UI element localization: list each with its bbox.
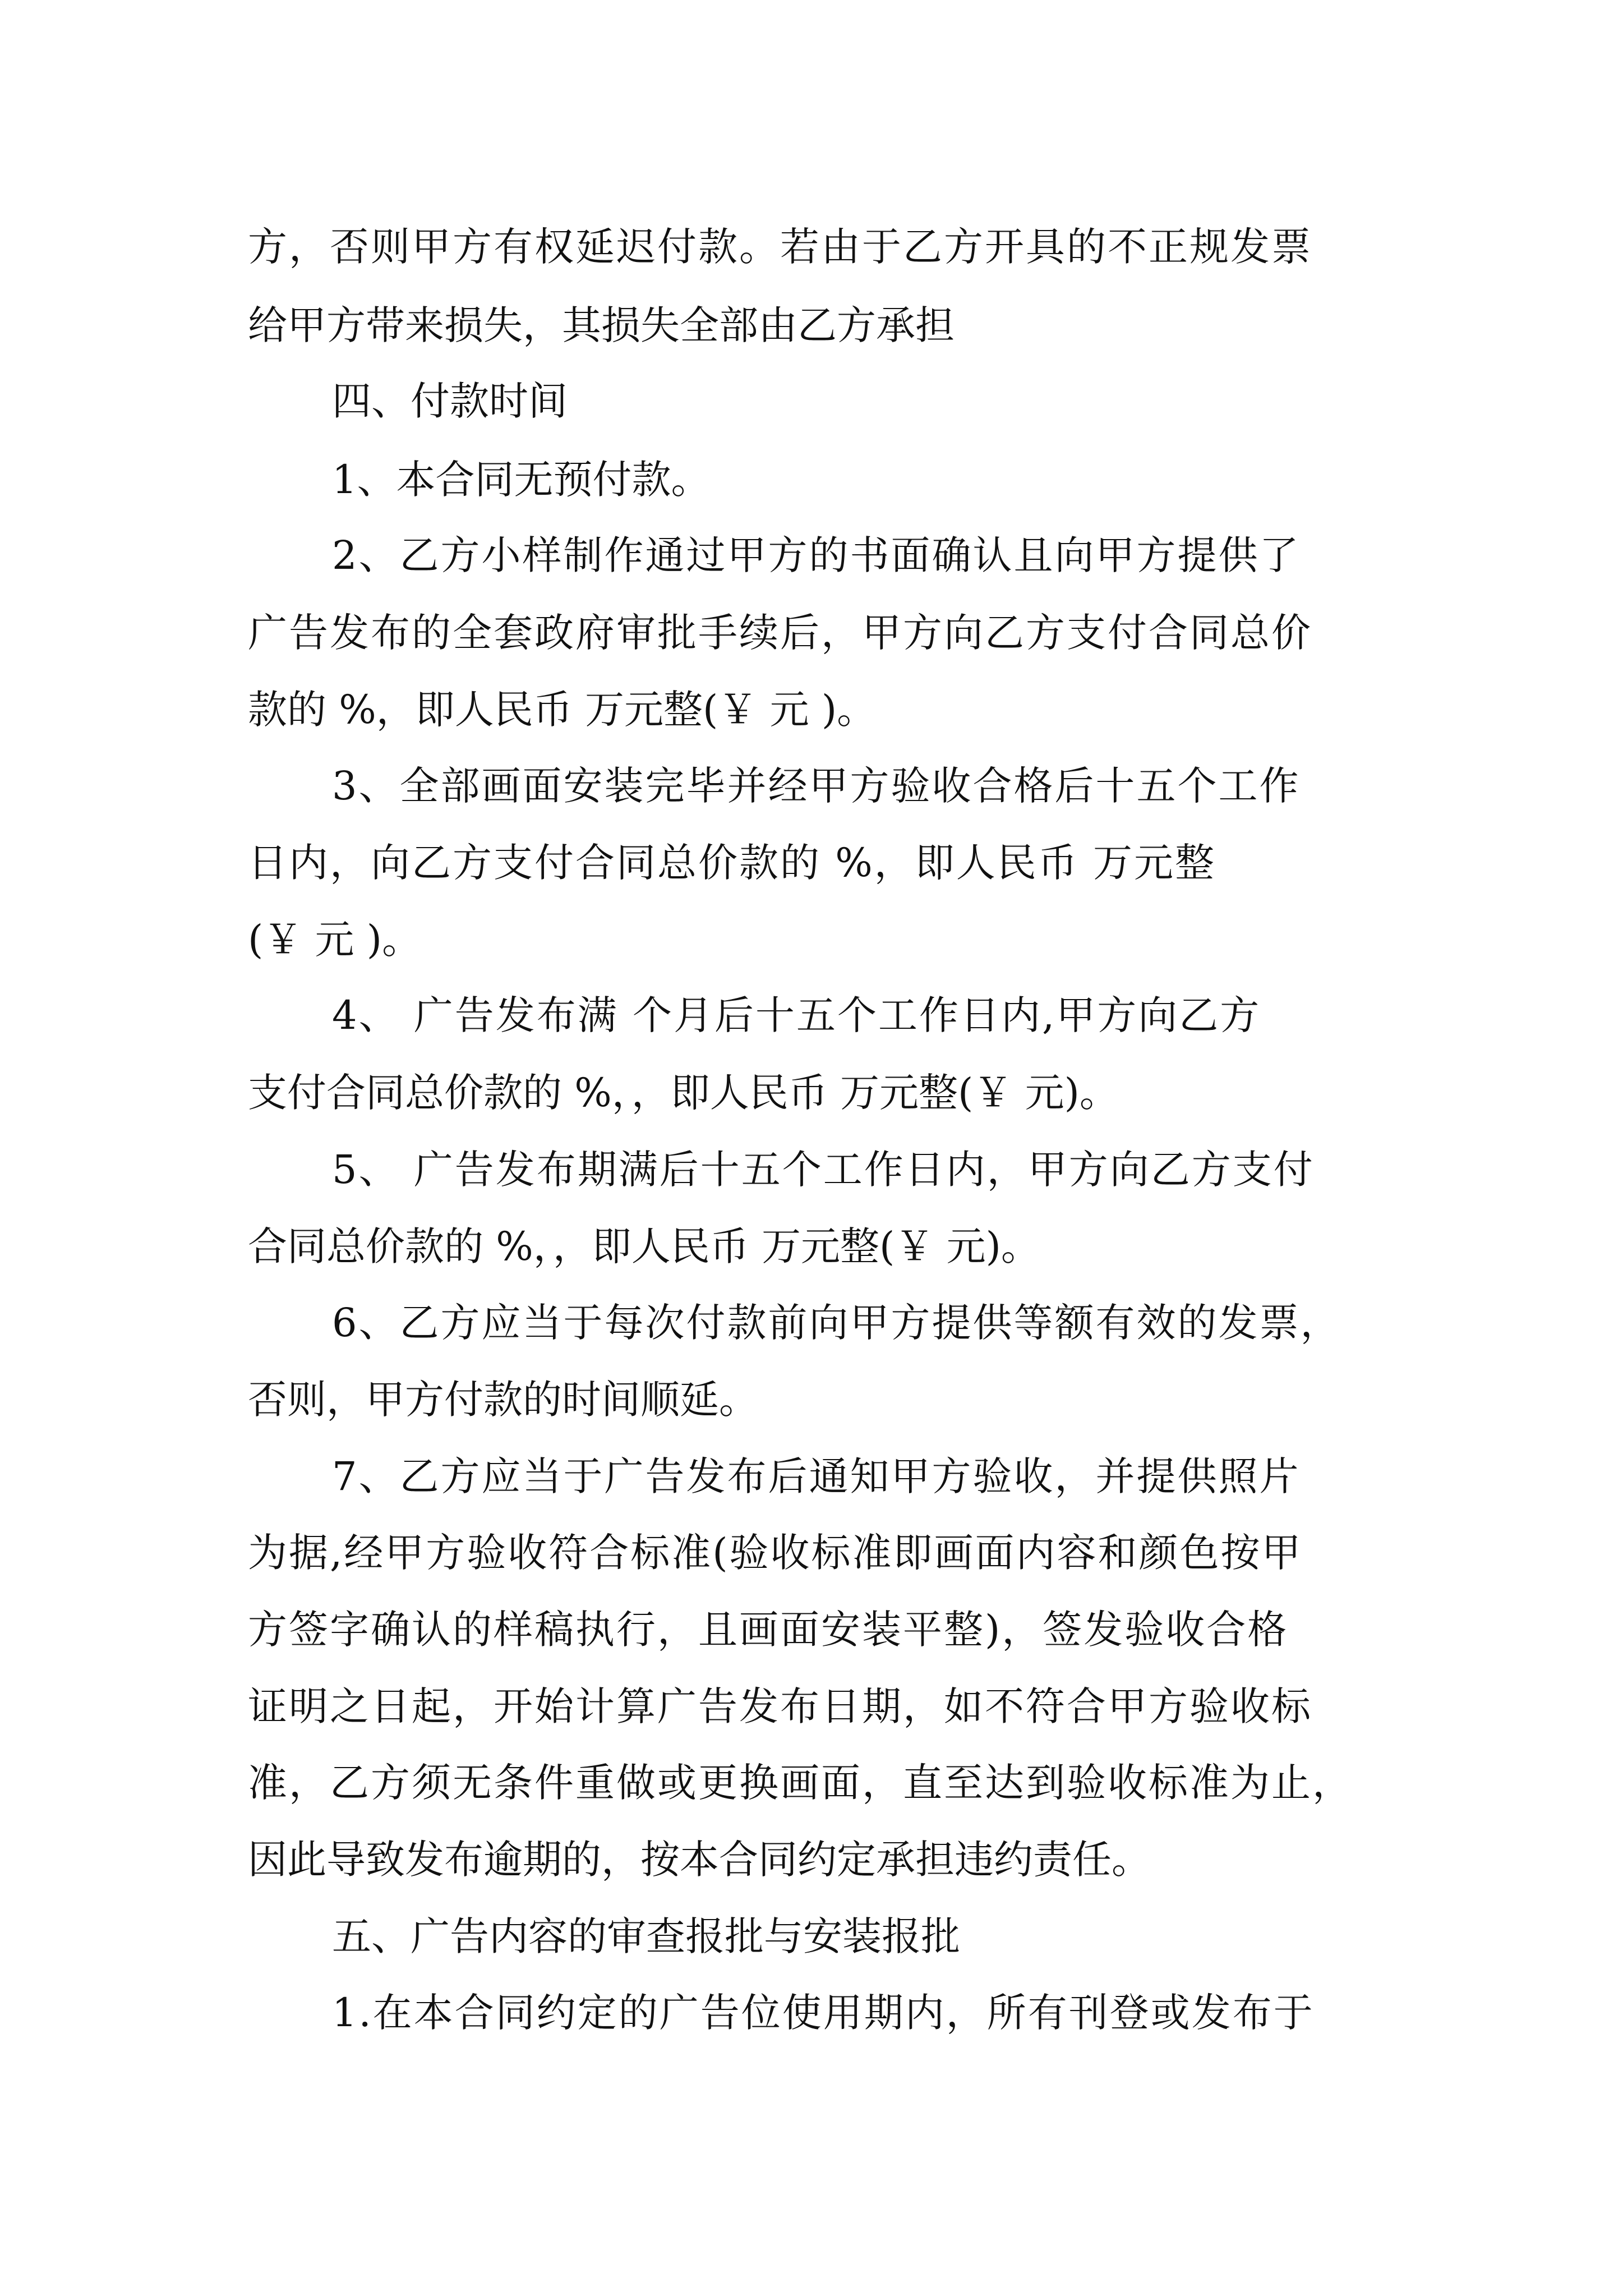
text-line: 7、乙方应当于广告发布后通知甲方验收，并提供照片 [332, 1453, 1301, 1499]
text-line: 合同总价款的 %，，即人民币 万元整(￥ 元)。 [248, 1223, 1040, 1269]
text-line: 因此导致发布逾期的，按本合同约定承担违约责任。 [248, 1837, 1151, 1883]
text-line: 6、乙方应当于每次付款前向甲方提供等额有效的发票， [332, 1300, 1341, 1346]
text-line: (￥ 元 )。 [248, 917, 422, 963]
text-line: 否则，甲方付款的时间顺延。 [248, 1377, 758, 1423]
text-line: 支付合同总价款的 %，，即人民币 万元整(￥ 元)。 [248, 1070, 1119, 1116]
text-line: 广告发布的全套政府审批手续后，甲方向乙方支付合同总价 [248, 610, 1312, 656]
text-line: 1、本合同无预付款。 [332, 457, 711, 503]
text-line: 方签字确认的样稿执行，且画面安装平整)，签发验收合格 [248, 1607, 1289, 1653]
text-line: 证明之日起，开始计算广告发布日期，如不符合甲方验收标 [248, 1683, 1312, 1729]
text-line: 款的 %，即人民币 万元整(￥ 元 )。 [248, 687, 877, 733]
text-line: 5、 广告发布期满后十五个工作日内，甲方向乙方支付 [332, 1147, 1315, 1193]
text-line: 给甲方带来损失，其损失全部由乙方承担 [248, 302, 955, 348]
section-heading: 四、付款时间 [332, 378, 568, 424]
text-line: 准，乙方须无条件重做或更换画面，直至达到验收标准为止， [248, 1760, 1353, 1806]
text-line: 日内，向乙方支付合同总价款的 %，即人民币 万元整 [248, 840, 1216, 886]
text-line: 2、乙方小样制作通过甲方的书面确认且向甲方提供了 [332, 532, 1301, 578]
text-line: 为据,经甲方验收符合标准(验收标准即画面内容和颜色按甲 [248, 1530, 1303, 1576]
section-heading: 五、广告内容的审查报批与安装报批 [332, 1913, 960, 1959]
text-line: 3、全部画面安装完毕并经甲方验收合格后十五个工作 [332, 763, 1301, 809]
text-line: 方，否则甲方有权延迟付款。若由于乙方开具的不正规发票 [248, 224, 1312, 270]
text-line: 1.在本合同约定的广告位使用期内，所有刊登或发布于 [332, 1990, 1315, 2036]
text-line: 4、 广告发布满 个月后十五个工作日内,甲方向乙方 [332, 992, 1261, 1038]
